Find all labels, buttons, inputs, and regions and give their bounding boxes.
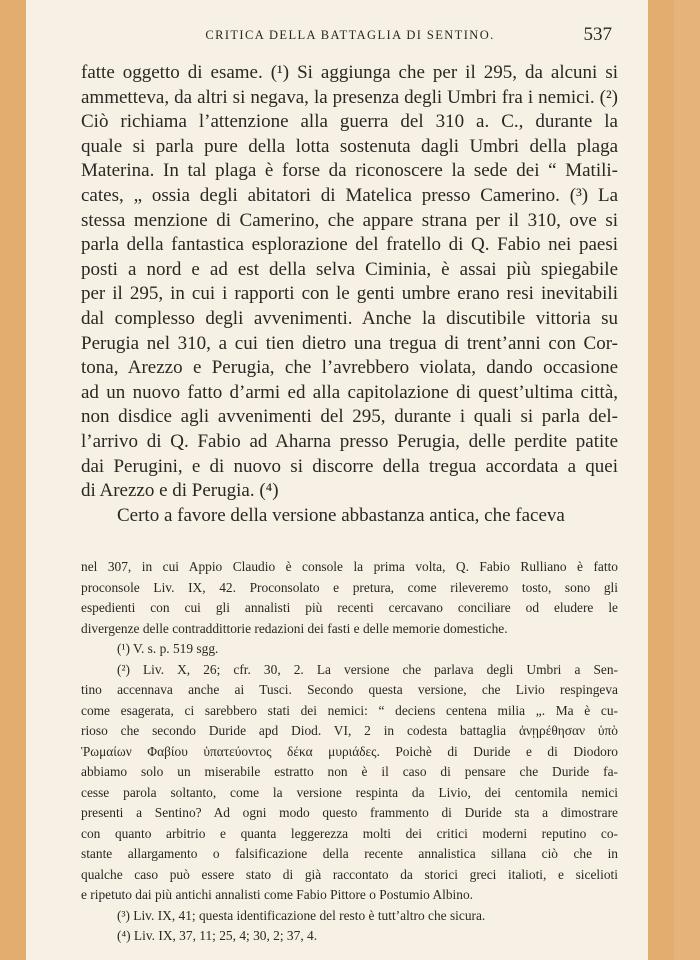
text-line: Perugia nel 310, a cui tien dietro una tregua di trent’anni con Cor- (81, 332, 618, 354)
main-text (81, 61, 618, 528)
footnote-separator (81, 542, 618, 543)
footnote-line: (³) Liv. IX, 41; questa identificazione del resto è tutt’altro che sicura. (117, 907, 486, 923)
book-page (26, 0, 674, 960)
text-line: parla della fantastica esplorazione del fratello di Q. Fabio nei paesi (81, 234, 618, 256)
footnote-line: cesse parola soltanto, come la versione respinta da Livio, dei centomila nemici (81, 784, 618, 800)
text-line: l’arrivo di Q. Fabio ad Aharna presso Perugia, delle perdite patite (81, 430, 618, 452)
footnote-line: (¹) V. s. p. 519 sgg. (117, 641, 219, 656)
page-edge-margin (648, 0, 674, 960)
text-line: posti a nord e ad est della selva Ciminia, è assai più spiegabile (81, 258, 618, 280)
book-spine-margin (0, 0, 26, 960)
text-line: cates, „ ossia degli abitatori di Matelica presso Camerino. (³) La (81, 184, 618, 206)
text-line: Certo a favore della versione abbastanza antica, che faceva (117, 504, 565, 526)
text-line: dai Perugini, e di nuovo si discorre della tregua accordata a quei (81, 455, 618, 477)
text-line: tona, Arezzo e Perugia, che l’avrebbero violata, dando occasione (81, 357, 618, 379)
footnote-line: proconsole Liv. IX, 42. Proconsolato e pretura, come rileveremo tosto, sono gli (81, 579, 618, 595)
text-line: di Arezzo e di Perugia. (⁴) (81, 480, 279, 502)
page-header (26, 24, 674, 46)
text-line: Materina. In tal plaga è forse da riconoscere la sede dei “ Matili- (81, 160, 618, 182)
text-line: stessa menzione di Camerino, che appare strana per il 310, ove si (81, 209, 618, 231)
footnotes (81, 557, 618, 947)
footnote-line: e ripetuto dai più antichi annalisti come Fabio Pittore o Postumio Albino. (81, 887, 474, 902)
running-head: CRITICA DELLA BATTAGLIA DI SENTINO. (205, 28, 495, 42)
text-line: dal complesso degli avvenimenti. Anche la discutibile vittoria su (81, 307, 618, 329)
text-line: fatte oggetto di esame. (¹) Si aggiunga che per il 295, da alcuni si (81, 62, 618, 83)
footnote-line: con quanto arbitrio e quanta leggerezza molti dei critici moderni reputino co- (81, 825, 618, 841)
footnote-line: come esagerata, ci sarebbero stati dei nemici: “ deciens centena milia „. Ma è cu- (81, 702, 618, 718)
footnote-line: (²) Liv. X, 26; cfr. 30, 2. La versione che parlava degli Umbri a Sen- (117, 661, 618, 677)
footnote-line: espedienti con cui gli annalisti più recenti cercavano conciliare od eludere le (81, 600, 618, 615)
text-line: quale si parla pure della lotta sostenuta dagli Umbri della plaga (81, 135, 618, 157)
footnote-line: nel 307, in cui Appio Claudio è console la prima volta, Q. Fabio Rulliano è fatto (81, 559, 618, 574)
text-line: non disdice agli avvenimenti del 295, durante i quali si parla del- (81, 406, 618, 428)
footnote-line: (⁴) Liv. IX, 37, 11; 25, 4; 30, 2; 37, 4. (117, 928, 318, 943)
text-line: ammetteva, da altri si negava, la presenza degli Umbri fra i nemici. (²) (81, 86, 618, 108)
footnote-line: divergenze delle contraddittorie redazioni dei fasti e delle memorie domestiche. (81, 620, 508, 636)
footnote-line: abbiamo solo un miserabile estratto non è il caso di pensare che Duride fa- (81, 764, 618, 779)
footnote-line: presenti a Sentino? Ad ogni modo questo frammento di Duride sta a dimostrare (81, 805, 618, 820)
footnote-line: rioso che secondo Duride apd Diod. VI, 2 in codesta battaglia ἀνῃρέθησαν ὑπὸ (81, 723, 618, 738)
text-line: ad un nuovo fatto d’armi ed alla capitolazione di quest’ultima città, (81, 381, 618, 403)
footnote-line: tino accennava anche ai Tusci. Secondo questa versione, che Livio respingeva (81, 682, 618, 697)
footnote-line: qualche caso può essere stato di già raccontato da storici greci italioti, e sicelioti (81, 866, 618, 882)
page-number: 537 (583, 24, 612, 45)
footnote-line: stante allargamento o falsificazione della recente annalistica sillana ciò che in (81, 846, 618, 861)
text-line: Ciò richiama l’attenzione alla guerra del 310 a. C., durante la (81, 111, 618, 133)
footnote-line: Ῥωμαίων Φαβίου ὑπατεύοντος δέκα μυριάδες. Poichè di Duride e di Diodoro (81, 743, 618, 759)
text-line: per il 295, in cui i rapporti con le genti umbre erano resi inevitabili (81, 283, 618, 305)
